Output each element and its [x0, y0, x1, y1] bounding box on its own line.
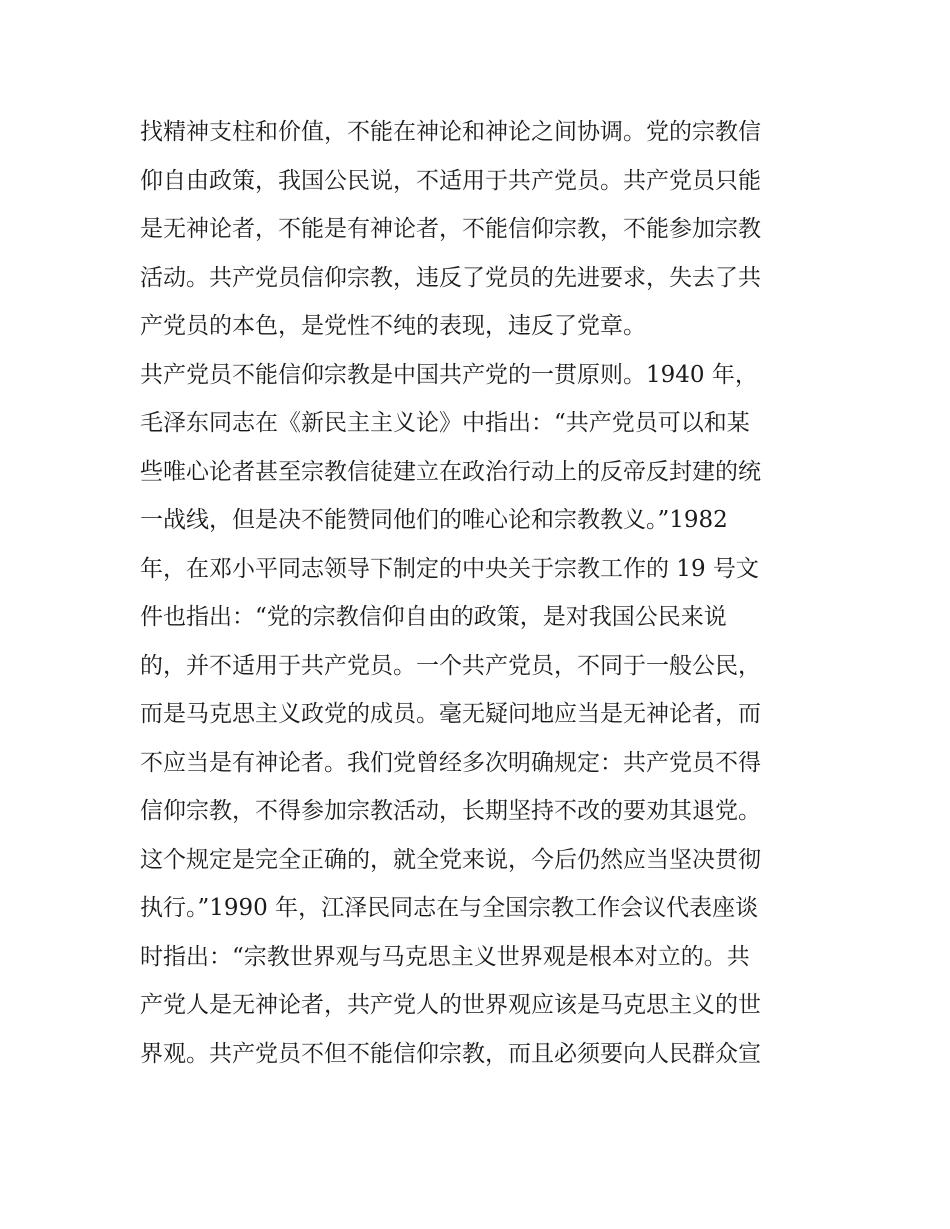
text-line: 毛泽东同志在《新民主主义论》中指出：“共产党员可以和某: [140, 410, 750, 436]
text-line: 产党人是无神论者，共产党人的世界观应该是马克思主义的世: [140, 992, 761, 1018]
text-line: 是无神论者，不能是有神论者，不能信仰宗教，不能参加宗教: [140, 216, 761, 242]
text-line: 件也指出：“党的宗教信仰自由的政策，是对我国公民来说: [140, 604, 727, 630]
text-line: 界观。共产党员不但不能信仰宗教，而且必须要向人民群众宣: [140, 1040, 761, 1067]
text-line: 找精神支柱和价值，不能在神论和神论之间协调。党的宗教信: [140, 119, 761, 145]
text-line: 些唯心论者甚至宗教信徒建立在政治行动上的反帝反封建的统: [140, 458, 761, 485]
text-line: 这个规定是完全正确的，就全党来说，今后仍然应当坚决贯彻: [140, 846, 761, 873]
text-line: 时指出：“宗教世界观与马克思主义世界观是根本对立的。共: [140, 943, 750, 970]
text-line: 共产党员不能信仰宗教是中国共产党的一贯原则。1940 年，: [140, 361, 758, 388]
text-line: 活动。共产党员信仰宗教，违反了党员的先进要求，失去了共: [140, 264, 761, 291]
text-line: 而是马克思主义政党的成员。毫无疑问地应当是无神论者，而: [140, 701, 761, 727]
text-line: 信仰宗教，不得参加宗教活动，长期坚持不改的要劝其退党。: [140, 798, 761, 824]
text-line: 执行。”1990 年，江泽民同志在与全国宗教工作会议代表座谈: [140, 895, 759, 921]
text-line: 年，在邓小平同志领导下制定的中央关于宗教工作的 19 号文: [140, 555, 759, 582]
text-line: 仰自由政策，我国公民说，不适用于共产党员。共产党员只能: [140, 167, 761, 194]
text-body: [140, 108, 820, 1078]
text-line: 一战线，但是决不能赞同他们的唯心论和宗教教义。”1982: [140, 507, 728, 533]
text-line: 的，并不适用于共产党员。一个共产党员，不同于一般公民，: [140, 652, 761, 679]
text-line: 不应当是有神论者。我们党曾经多次明确规定：共产党员不得: [140, 749, 761, 776]
text-line: 产党员的本色，是党性不纯的表现，违反了党章。: [140, 313, 646, 339]
